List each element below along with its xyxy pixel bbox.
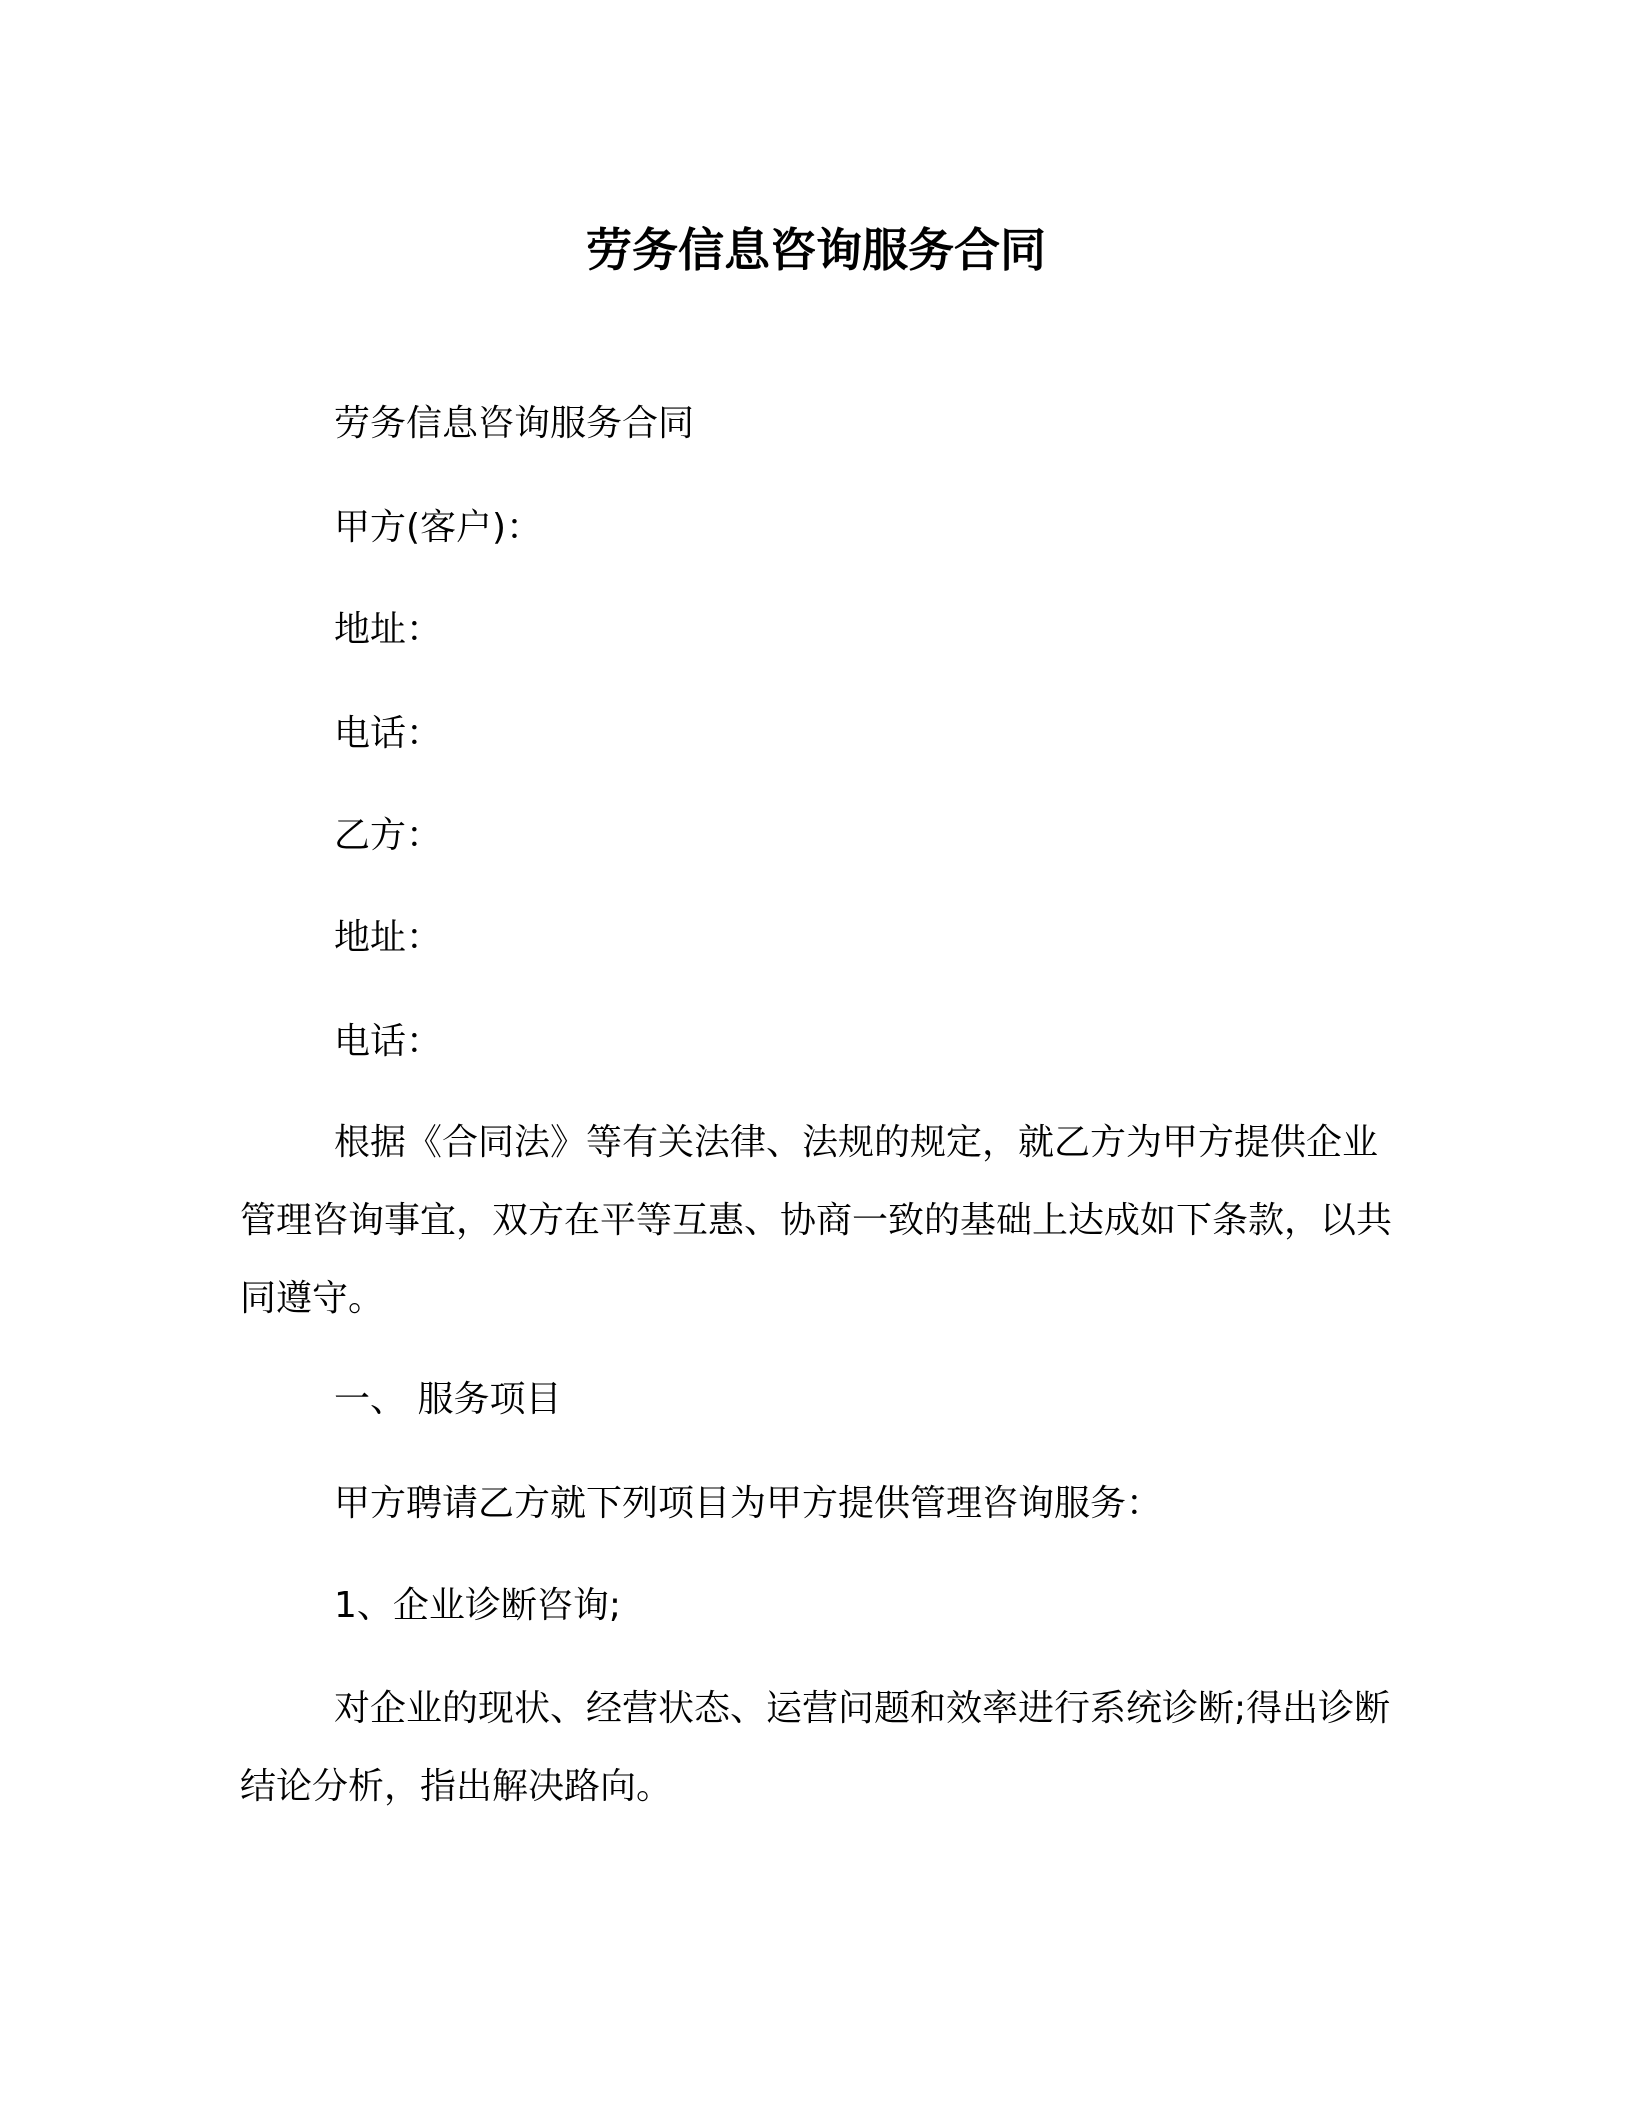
party-b-phone-label: 电话： (334, 1021, 443, 1062)
contract-name-line: 劳务信息咨询服务合同 (334, 403, 695, 444)
section-1-item-1-body: 对企业的现状、经营状态、运营问题和效率进行系统诊断;得出诊断结论分析，指出解决路向。 (240, 1688, 1391, 1807)
party-a-address-label: 地址： (334, 609, 443, 650)
section-1-intro: 甲方聘请乙方就下列项目为甲方提供管理咨询服务： (334, 1483, 1163, 1524)
preamble-paragraph: 根据《合同法》等有关法律、法规的规定，就乙方为甲方提供企业管理咨询事宜，双方在平等互惠、协商一致的基础上达成如下条款，以共同遵守。 (240, 1122, 1393, 1319)
party-a-phone-label: 电话： (334, 713, 443, 754)
section-1-heading: 一、 服务项目 (334, 1379, 562, 1420)
party-a-label: 甲方(客户)： (334, 507, 543, 548)
party-b-address-label: 地址： (334, 917, 443, 958)
section-1-item-1-title: 1、企业诊断咨询; (334, 1585, 622, 1626)
page-title: 劳务信息咨询服务合同 (586, 223, 1046, 277)
party-b-label: 乙方： (334, 815, 443, 856)
